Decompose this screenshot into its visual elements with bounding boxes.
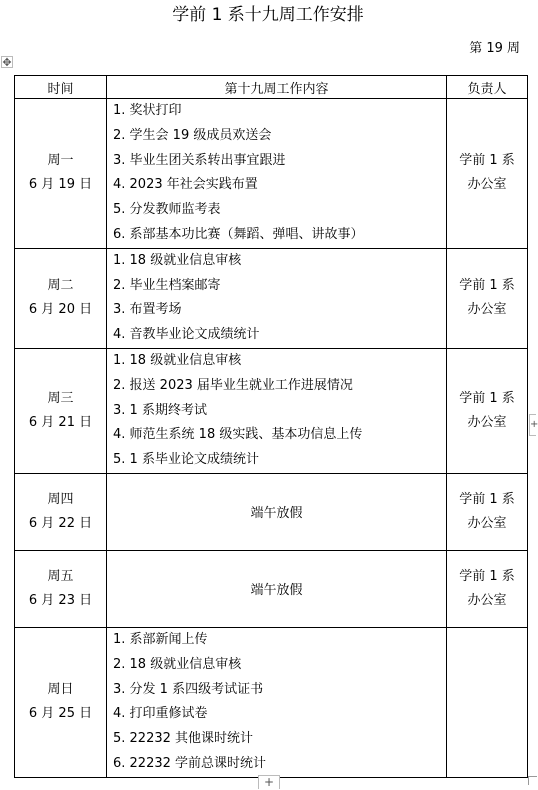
table-row (15, 473, 528, 550)
content-cell (107, 627, 447, 777)
responsible-line: 学前 1 系 (459, 278, 515, 294)
responsible-line: 办公室 (467, 515, 507, 531)
table-row (15, 550, 528, 627)
list-item: 4. 2023 年社会实践布置 (113, 177, 258, 193)
header-content: 第十九周工作内容 (107, 76, 447, 99)
date-label: 6 月 23 日 (28, 592, 93, 608)
time-cell (15, 248, 107, 348)
week-label: 第 19 周 (469, 41, 520, 56)
day-label: 周二 (47, 278, 74, 294)
list-item: 2. 18 级就业信息审核 (113, 656, 242, 672)
list-item: 2. 学生会 19 级成员欢送会 (113, 127, 272, 143)
content-cell (107, 248, 447, 348)
time-cell (15, 473, 107, 550)
date-label: 6 月 19 日 (28, 177, 93, 193)
document-title: 学前 1 系十九周工作安排 (172, 5, 364, 25)
time-cell (15, 348, 107, 473)
list-item: 3. 分发 1 系四级考试证书 (113, 681, 264, 697)
table-row (15, 248, 528, 348)
list-item: 2. 报送 2023 届毕业生就业工作进展情况 (113, 377, 353, 393)
responsible-line: 学前 1 系 (459, 390, 515, 406)
add-row-icon[interactable]: + (258, 775, 280, 789)
responsible-line: 学前 1 系 (459, 153, 515, 169)
responsible-line: 办公室 (467, 302, 507, 318)
content-cell (107, 99, 447, 249)
responsible-line: 学前 1 系 (459, 491, 515, 507)
responsible-cell (447, 99, 528, 249)
list-item: 1. 系部新闻上传 (113, 631, 208, 647)
day-label: 周五 (47, 568, 74, 584)
list-item: 4. 打印重修试卷 (113, 706, 208, 722)
header-row (15, 76, 528, 99)
responsible-cell (447, 348, 528, 473)
content-cell (107, 348, 447, 473)
table-row (15, 627, 528, 777)
list-item: 5. 22232 其他课时统计 (113, 731, 254, 747)
time-cell (15, 99, 107, 249)
table-row (15, 348, 528, 473)
date-label: 6 月 21 日 (28, 414, 93, 430)
responsible-line: 办公室 (467, 414, 507, 430)
list-item: 3. 布置考场 (113, 302, 182, 318)
header-time: 时间 (15, 76, 107, 99)
list-item: 1. 18 级就业信息审核 (113, 252, 242, 268)
list-item: 1. 奖状打印 (113, 103, 182, 118)
holiday-note: 端午放假 (107, 473, 447, 550)
list-item: 6. 22232 学前总课时统计 (113, 755, 267, 771)
responsible-line: 办公室 (467, 592, 507, 608)
day-label: 周一 (47, 153, 74, 169)
schedule-table (14, 75, 528, 778)
responsible-cell (447, 627, 528, 777)
list-item: 4. 师范生系统 18 级实践、基本功信息上传 (113, 427, 363, 443)
list-item: 3. 1 系期终考试 (113, 402, 207, 418)
list-item: 3. 毕业生团关系转出事宜跟进 (113, 152, 286, 168)
table-move-handle-icon[interactable]: ✥ (2, 56, 12, 69)
header-responsible: 负责人 (447, 76, 528, 99)
list-item: 6. 系部基本功比赛（舞蹈、弹唱、讲故事） (113, 226, 364, 242)
date-label: 6 月 25 日 (28, 706, 93, 722)
responsible-cell (447, 550, 528, 627)
responsible-cell (447, 248, 528, 348)
list-item: 2. 毕业生档案邮寄 (113, 277, 221, 293)
responsible-line: 办公室 (467, 177, 507, 193)
responsible-line: 学前 1 系 (459, 568, 515, 584)
table-row (15, 99, 528, 249)
date-label: 6 月 20 日 (28, 302, 93, 318)
time-cell (15, 550, 107, 627)
time-cell (15, 627, 107, 777)
day-label: 周三 (47, 390, 74, 406)
list-item: 5. 1 系毕业论文成绩统计 (113, 452, 259, 468)
list-item: 1. 18 级就业信息审核 (113, 352, 242, 368)
add-column-icon[interactable]: + (529, 414, 536, 436)
day-label: 周四 (47, 491, 74, 507)
holiday-note: 端午放假 (107, 550, 447, 627)
list-item: 5. 分发教师监考表 (113, 202, 221, 218)
list-item: 4. 音教毕业论文成绩统计 (113, 327, 260, 343)
responsible-cell (447, 473, 528, 550)
table-resize-handle[interactable] (528, 776, 537, 785)
date-label: 6 月 22 日 (28, 515, 93, 531)
day-label: 周日 (47, 682, 74, 698)
